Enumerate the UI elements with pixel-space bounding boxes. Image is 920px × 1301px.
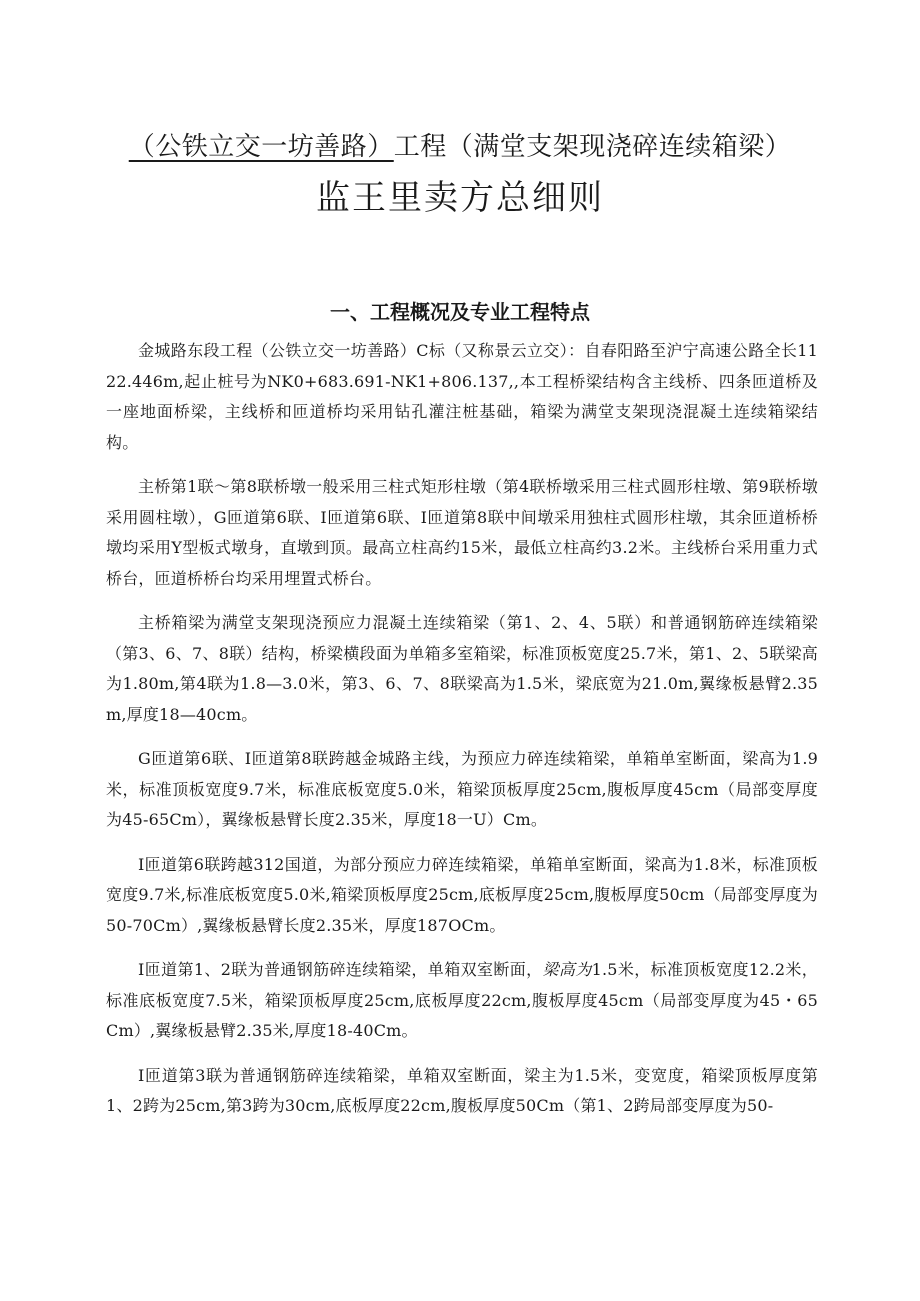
document-title-line2: 监王里卖方总细则 [316,178,604,218]
title-project-name: （公铁立交一坊善路） [128,132,394,162]
paragraph-italic-text: 梁高为 [542,960,592,979]
paragraph: I匝道第3联为普通钢筋碎连续箱梁，单箱双室断面，梁主为1.5米，变宽度，箱梁顶板厚度第1、2跨为25cm,第3跨为30cm,底板厚度22cm,腹板厚度50Cm（第1、2跨局部变厚度为50- [106,1065,818,1115]
section-heading: 一、工程概况及专业工程特点 [330,300,590,324]
paragraph [106,955,818,1047]
document-body [106,336,818,1136]
paragraph: 主桥箱梁为满堂支架现浇预应力混凝土连续箱梁（第1、2、4、5联）和普通钢筋碎连续箱梁（第3、6、7、8联）结构，桥梁横段面为单箱多室箱梁，标准顶板宽度25.7米，第1、2、5联梁高为1.80m,第4联为1.8—3.0米，第3、6、7、8联梁高为1.5米，梁底宽为21.0m,翼缘板悬臂2.35m,厚度18—40cm。 [106,613,818,724]
title-project-suffix: 工程（满堂支架现浇碎连续箱梁） [393,132,792,162]
paragraph: 主桥第1联～第8联桥墩一般采用三柱式矩形柱墩（第4联桥墩采用三柱式圆形柱墩、第9联桥墩采用圆柱墩），G匝道第6联、I匝道第6联、I匝道第8联中间墩采用独柱式圆形柱墩，其余匝道桥桥墩均采用Y型板式墩身，直墩到顶。最高立柱高约15米，最低立柱高约3.2米。主线桥台采用重力式桥台，匝道桥桥台均采用埋置式桥台。 [106,477,818,588]
paragraph-text: I匝道第1、2联为普通钢筋碎连续箱梁，单箱双室断面， [138,960,543,979]
paragraph-text: 1.5米，标准顶板宽度12.2米，标准底板宽度7.5米，箱梁顶板厚度25cm,底板厚度22cm,腹板厚度45cm（局部变厚度为45・65Cm）,翼缘板悬臂2.35米,厚度18-40Cm。 [106,960,818,1040]
paragraph: I匝道第6联跨越312国道，为部分预应力碎连续箱梁，单箱单室断面，梁高为1.8米，标准顶板宽度9.7米,标准底板宽度5.0米,箱梁顶板厚度25cm,底板厚度25cm,腹板厚度50cm（局部变厚度为50-70Cm）,翼缘板悬臂长度2.35米，厚度187OCm。 [106,854,818,935]
paragraph: 金城路东段工程（公铁立交一坊善路）C标（又称景云立交）：自春阳路至沪宁高速公路全长1122.446m,起止桩号为NK0+683.691-NK1+806.137,,本工程桥梁结构含主线桥、四条匝道桥及一座地面桥梁，主线桥和匝道桥均采用钻孔灌注桩基础，箱梁为满堂支架现浇混凝土连续箱梁结构。 [106,341,818,452]
document-title-line1 [0,126,920,163]
paragraph: G匝道第6联、I匝道第8联跨越金城路主线，为预应力碎连续箱梁，单箱单室断面，梁高为1.9米，标准顶板宽度9.7米，标准底板宽度5.0米，箱梁顶板厚度25cm,腹板厚度45cm（局部变厚度为45-65Cm），翼缘板悬臂长度2.35米，厚度18一U）Cm。 [106,749,818,829]
